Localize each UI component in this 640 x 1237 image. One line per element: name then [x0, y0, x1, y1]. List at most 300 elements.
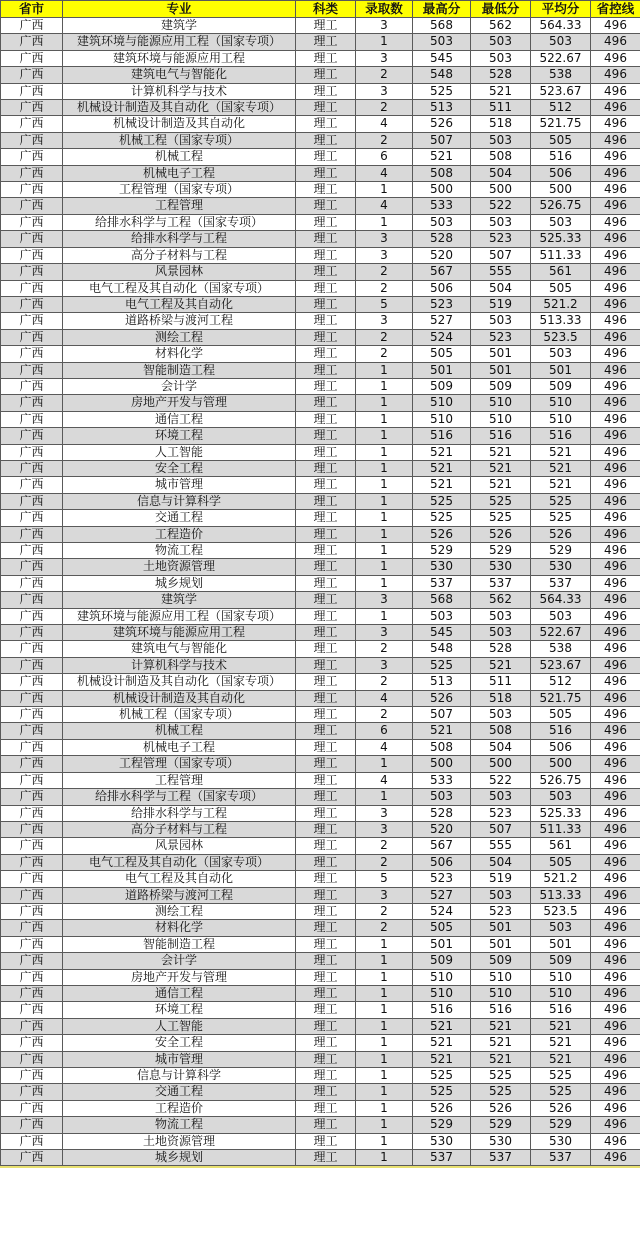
cell-major: 风景园林 [63, 264, 296, 280]
cell-category: 理工 [296, 100, 356, 116]
cell-major: 工程管理（国家专项） [63, 182, 296, 198]
cell-control-line: 496 [591, 854, 640, 870]
cell-control-line: 496 [591, 969, 640, 985]
cell-category: 理工 [296, 198, 356, 214]
cell-province: 广西 [1, 182, 63, 198]
cell-avg-score: 503 [531, 214, 591, 230]
cell-province: 广西 [1, 1051, 63, 1067]
cell-control-line: 496 [591, 428, 640, 444]
cell-control-line: 496 [591, 674, 640, 690]
cell-avg-score: 538 [531, 641, 591, 657]
cell-major: 给排水科学与工程 [63, 805, 296, 821]
cell-avg-score: 506 [531, 739, 591, 755]
cell-min-score: 521 [471, 1035, 531, 1051]
cell-major: 高分子材料与工程 [63, 247, 296, 263]
cell-control-line: 496 [591, 739, 640, 755]
cell-min-score: 509 [471, 953, 531, 969]
cell-major: 工程造价 [63, 526, 296, 542]
cell-max-score: 506 [413, 854, 471, 870]
cell-admitted-count: 6 [356, 149, 413, 165]
cell-admitted-count: 3 [356, 592, 413, 608]
cell-province: 广西 [1, 1068, 63, 1084]
cell-admitted-count: 1 [356, 559, 413, 575]
table-row [1, 50, 640, 66]
cell-max-score: 521 [413, 1051, 471, 1067]
table-row [1, 1035, 640, 1051]
cell-control-line: 496 [591, 772, 640, 788]
cell-province: 广西 [1, 34, 63, 50]
cell-province: 广西 [1, 247, 63, 263]
cell-admitted-count: 1 [356, 34, 413, 50]
cell-category: 理工 [296, 1133, 356, 1149]
cell-major: 城乡规划 [63, 1150, 296, 1166]
cell-province: 广西 [1, 739, 63, 755]
cell-category: 理工 [296, 526, 356, 542]
cell-max-score: 503 [413, 789, 471, 805]
cell-province: 广西 [1, 887, 63, 903]
cell-control-line: 496 [591, 871, 640, 887]
cell-max-score: 509 [413, 953, 471, 969]
cell-admitted-count: 1 [356, 756, 413, 772]
cell-avg-score: 523.5 [531, 903, 591, 919]
cell-min-score: 503 [471, 608, 531, 624]
table-row [1, 821, 640, 837]
cell-category: 理工 [296, 428, 356, 444]
cell-category: 理工 [296, 838, 356, 854]
cell-category: 理工 [296, 707, 356, 723]
cell-control-line: 496 [591, 985, 640, 1001]
table-row [1, 214, 640, 230]
table-row [1, 460, 640, 476]
cell-major: 机械工程 [63, 723, 296, 739]
header-row [1, 1, 640, 18]
cell-province: 广西 [1, 707, 63, 723]
table-row [1, 789, 640, 805]
cell-major: 材料化学 [63, 346, 296, 362]
cell-admitted-count: 5 [356, 296, 413, 312]
cell-category: 理工 [296, 50, 356, 66]
cell-min-score: 521 [471, 83, 531, 99]
table-row [1, 526, 640, 542]
cell-admitted-count: 2 [356, 641, 413, 657]
cell-province: 广西 [1, 575, 63, 591]
cell-category: 理工 [296, 805, 356, 821]
cell-major: 建筑学 [63, 18, 296, 34]
cell-min-score: 516 [471, 428, 531, 444]
cell-control-line: 496 [591, 378, 640, 394]
cell-major: 给排水科学与工程 [63, 231, 296, 247]
table-row [1, 444, 640, 460]
cell-control-line: 496 [591, 789, 640, 805]
cell-major: 工程管理 [63, 772, 296, 788]
cell-min-score: 501 [471, 346, 531, 362]
cell-max-score: 529 [413, 543, 471, 559]
cell-control-line: 496 [591, 50, 640, 66]
cell-major: 电气工程及其自动化（国家专项） [63, 854, 296, 870]
cell-min-score: 503 [471, 132, 531, 148]
cell-category: 理工 [296, 182, 356, 198]
cell-province: 广西 [1, 395, 63, 411]
cell-control-line: 496 [591, 1100, 640, 1116]
cell-admitted-count: 1 [356, 1068, 413, 1084]
cell-avg-score: 523.5 [531, 329, 591, 345]
cell-province: 广西 [1, 67, 63, 83]
cell-province: 广西 [1, 346, 63, 362]
header-max-score: 最高分 [413, 1, 471, 18]
cell-avg-score: 521 [531, 1035, 591, 1051]
cell-max-score: 537 [413, 575, 471, 591]
cell-admitted-count: 3 [356, 625, 413, 641]
cell-avg-score: 525.33 [531, 231, 591, 247]
cell-max-score: 516 [413, 428, 471, 444]
cell-control-line: 496 [591, 231, 640, 247]
cell-admitted-count: 1 [356, 1051, 413, 1067]
table-row [1, 871, 640, 887]
cell-major: 城乡规划 [63, 575, 296, 591]
cell-avg-score: 521 [531, 444, 591, 460]
cell-admitted-count: 1 [356, 543, 413, 559]
table-row [1, 313, 640, 329]
cell-category: 理工 [296, 493, 356, 509]
cell-admitted-count: 1 [356, 608, 413, 624]
cell-admitted-count: 1 [356, 526, 413, 542]
cell-province: 广西 [1, 165, 63, 181]
cell-major: 物流工程 [63, 543, 296, 559]
cell-control-line: 496 [591, 526, 640, 542]
cell-province: 广西 [1, 411, 63, 427]
cell-max-score: 520 [413, 247, 471, 263]
cell-category: 理工 [296, 346, 356, 362]
cell-province: 广西 [1, 985, 63, 1001]
cell-province: 广西 [1, 903, 63, 919]
header-category: 科类 [296, 1, 356, 18]
cell-major: 安全工程 [63, 1035, 296, 1051]
cell-major: 土地资源管理 [63, 559, 296, 575]
cell-min-score: 555 [471, 264, 531, 280]
cell-max-score: 530 [413, 559, 471, 575]
cell-avg-score: 526.75 [531, 772, 591, 788]
cell-province: 广西 [1, 477, 63, 493]
table-row [1, 641, 640, 657]
cell-control-line: 496 [591, 83, 640, 99]
cell-province: 广西 [1, 1150, 63, 1166]
cell-major: 智能制造工程 [63, 362, 296, 378]
cell-max-score: 568 [413, 592, 471, 608]
cell-category: 理工 [296, 34, 356, 50]
cell-min-score: 507 [471, 821, 531, 837]
header-control-line: 省控线 [591, 1, 640, 18]
cell-category: 理工 [296, 444, 356, 460]
cell-avg-score: 505 [531, 280, 591, 296]
cell-control-line: 496 [591, 838, 640, 854]
cell-admitted-count: 3 [356, 657, 413, 673]
cell-control-line: 496 [591, 411, 640, 427]
table-row [1, 493, 640, 509]
cell-max-score: 521 [413, 149, 471, 165]
table-row [1, 329, 640, 345]
cell-major: 给排水科学与工程（国家专项） [63, 789, 296, 805]
cell-max-score: 516 [413, 1002, 471, 1018]
cell-admitted-count: 1 [356, 493, 413, 509]
cell-avg-score: 510 [531, 969, 591, 985]
cell-max-score: 545 [413, 50, 471, 66]
cell-province: 广西 [1, 1002, 63, 1018]
cell-admitted-count: 4 [356, 690, 413, 706]
table-row [1, 805, 640, 821]
cell-avg-score: 521 [531, 477, 591, 493]
cell-major: 城市管理 [63, 1051, 296, 1067]
cell-admitted-count: 2 [356, 264, 413, 280]
cell-admitted-count: 1 [356, 985, 413, 1001]
cell-province: 广西 [1, 444, 63, 460]
cell-province: 广西 [1, 805, 63, 821]
cell-category: 理工 [296, 821, 356, 837]
cell-min-score: 519 [471, 296, 531, 312]
header-admitted-count: 录取数 [356, 1, 413, 18]
cell-min-score: 562 [471, 592, 531, 608]
cell-admitted-count: 2 [356, 100, 413, 116]
cell-avg-score: 521 [531, 1051, 591, 1067]
cell-province: 广西 [1, 657, 63, 673]
cell-major: 建筑电气与智能化 [63, 67, 296, 83]
cell-province: 广西 [1, 18, 63, 34]
cell-major: 土地资源管理 [63, 1133, 296, 1149]
cell-province: 广西 [1, 821, 63, 837]
cell-min-score: 518 [471, 690, 531, 706]
table-row [1, 1002, 640, 1018]
cell-min-score: 507 [471, 247, 531, 263]
cell-category: 理工 [296, 280, 356, 296]
cell-category: 理工 [296, 1051, 356, 1067]
cell-max-score: 503 [413, 214, 471, 230]
cell-avg-score: 564.33 [531, 18, 591, 34]
cell-min-score: 528 [471, 67, 531, 83]
cell-province: 广西 [1, 198, 63, 214]
cell-min-score: 521 [471, 477, 531, 493]
cell-max-score: 525 [413, 1084, 471, 1100]
cell-admitted-count: 1 [356, 575, 413, 591]
cell-province: 广西 [1, 674, 63, 690]
table-row [1, 510, 640, 526]
cell-major: 机械电子工程 [63, 165, 296, 181]
cell-admitted-count: 1 [356, 1084, 413, 1100]
cell-major: 计算机科学与技术 [63, 657, 296, 673]
cell-admitted-count: 1 [356, 477, 413, 493]
cell-control-line: 496 [591, 444, 640, 460]
cell-min-score: 522 [471, 198, 531, 214]
cell-min-score: 523 [471, 903, 531, 919]
table-row [1, 739, 640, 755]
cell-admitted-count: 1 [356, 1117, 413, 1133]
cell-major: 建筑学 [63, 592, 296, 608]
table-row [1, 723, 640, 739]
cell-major: 工程管理 [63, 198, 296, 214]
cell-max-score: 526 [413, 116, 471, 132]
cell-max-score: 525 [413, 510, 471, 526]
cell-province: 广西 [1, 969, 63, 985]
table-row [1, 575, 640, 591]
cell-min-score: 521 [471, 444, 531, 460]
header-major: 专业 [63, 1, 296, 18]
cell-avg-score: 511.33 [531, 821, 591, 837]
cell-max-score: 548 [413, 67, 471, 83]
cell-control-line: 496 [591, 34, 640, 50]
cell-admitted-count: 4 [356, 165, 413, 181]
cell-province: 广西 [1, 920, 63, 936]
cell-max-score: 545 [413, 625, 471, 641]
cell-avg-score: 513.33 [531, 313, 591, 329]
cell-category: 理工 [296, 641, 356, 657]
cell-avg-score: 521.75 [531, 690, 591, 706]
cell-major: 测绘工程 [63, 329, 296, 345]
cell-max-score: 521 [413, 444, 471, 460]
table-row [1, 231, 640, 247]
cell-max-score: 505 [413, 920, 471, 936]
cell-avg-score: 522.67 [531, 50, 591, 66]
cell-province: 广西 [1, 214, 63, 230]
cell-max-score: 513 [413, 100, 471, 116]
cell-control-line: 496 [591, 296, 640, 312]
table-row [1, 838, 640, 854]
cell-major: 信息与计算科学 [63, 1068, 296, 1084]
cell-category: 理工 [296, 625, 356, 641]
cell-category: 理工 [296, 756, 356, 772]
cell-major: 房地产开发与管理 [63, 969, 296, 985]
cell-major: 交通工程 [63, 510, 296, 526]
cell-category: 理工 [296, 149, 356, 165]
cell-admitted-count: 3 [356, 805, 413, 821]
cell-admitted-count: 1 [356, 444, 413, 460]
cell-category: 理工 [296, 1117, 356, 1133]
cell-min-score: 503 [471, 214, 531, 230]
table-row [1, 608, 640, 624]
cell-admitted-count: 2 [356, 838, 413, 854]
cell-admitted-count: 3 [356, 50, 413, 66]
cell-category: 理工 [296, 18, 356, 34]
cell-category: 理工 [296, 953, 356, 969]
cell-province: 广西 [1, 428, 63, 444]
table-row [1, 165, 640, 181]
cell-avg-score: 529 [531, 1117, 591, 1133]
cell-admitted-count: 2 [356, 674, 413, 690]
cell-min-score: 504 [471, 165, 531, 181]
cell-max-score: 507 [413, 707, 471, 723]
cell-category: 理工 [296, 1002, 356, 1018]
cell-max-score: 524 [413, 903, 471, 919]
cell-max-score: 528 [413, 231, 471, 247]
table-row [1, 34, 640, 50]
cell-min-score: 504 [471, 280, 531, 296]
cell-category: 理工 [296, 67, 356, 83]
cell-max-score: 501 [413, 936, 471, 952]
cell-admitted-count: 2 [356, 67, 413, 83]
cell-province: 广西 [1, 280, 63, 296]
cell-max-score: 525 [413, 83, 471, 99]
cell-category: 理工 [296, 592, 356, 608]
cell-category: 理工 [296, 854, 356, 870]
table-row [1, 543, 640, 559]
cell-major: 机械设计制造及其自动化 [63, 690, 296, 706]
cell-control-line: 496 [591, 821, 640, 837]
cell-province: 广西 [1, 149, 63, 165]
cell-max-score: 510 [413, 969, 471, 985]
cell-max-score: 525 [413, 657, 471, 673]
cell-admitted-count: 1 [356, 969, 413, 985]
cell-province: 广西 [1, 493, 63, 509]
cell-control-line: 496 [591, 625, 640, 641]
cell-min-score: 519 [471, 871, 531, 887]
cell-major: 物流工程 [63, 1117, 296, 1133]
cell-category: 理工 [296, 559, 356, 575]
cell-avg-score: 505 [531, 132, 591, 148]
cell-category: 理工 [296, 674, 356, 690]
cell-major: 机械设计制造及其自动化 [63, 116, 296, 132]
table-row [1, 903, 640, 919]
cell-control-line: 496 [591, 1068, 640, 1084]
table-row [1, 657, 640, 673]
cell-province: 广西 [1, 1133, 63, 1149]
cell-avg-score: 500 [531, 756, 591, 772]
cell-avg-score: 561 [531, 264, 591, 280]
cell-major: 给排水科学与工程（国家专项） [63, 214, 296, 230]
cell-province: 广西 [1, 116, 63, 132]
cell-min-score: 503 [471, 50, 531, 66]
cell-max-score: 503 [413, 34, 471, 50]
cell-major: 工程管理（国家专项） [63, 756, 296, 772]
cell-admitted-count: 3 [356, 231, 413, 247]
header-min-score: 最低分 [471, 1, 531, 18]
cell-max-score: 530 [413, 1133, 471, 1149]
cell-province: 广西 [1, 100, 63, 116]
cell-category: 理工 [296, 1100, 356, 1116]
cell-admitted-count: 1 [356, 362, 413, 378]
cell-admitted-count: 1 [356, 378, 413, 394]
cell-category: 理工 [296, 739, 356, 755]
cell-min-score: 525 [471, 493, 531, 509]
cell-max-score: 525 [413, 1068, 471, 1084]
cell-min-score: 521 [471, 657, 531, 673]
cell-min-score: 525 [471, 510, 531, 526]
cell-category: 理工 [296, 83, 356, 99]
cell-major: 建筑环境与能源应用工程（国家专项） [63, 34, 296, 50]
cell-category: 理工 [296, 543, 356, 559]
cell-avg-score: 516 [531, 149, 591, 165]
cell-province: 广西 [1, 132, 63, 148]
cell-min-score: 510 [471, 969, 531, 985]
cell-province: 广西 [1, 559, 63, 575]
cell-control-line: 496 [591, 1133, 640, 1149]
cell-avg-score: 505 [531, 707, 591, 723]
cell-min-score: 528 [471, 641, 531, 657]
cell-admitted-count: 1 [356, 395, 413, 411]
table-row [1, 690, 640, 706]
cell-admitted-count: 1 [356, 1018, 413, 1034]
cell-control-line: 496 [591, 280, 640, 296]
table-row [1, 264, 640, 280]
cell-province: 广西 [1, 510, 63, 526]
table-row [1, 1018, 640, 1034]
cell-major: 材料化学 [63, 920, 296, 936]
cell-control-line: 496 [591, 1150, 640, 1166]
cell-admitted-count: 2 [356, 903, 413, 919]
cell-major: 通信工程 [63, 411, 296, 427]
cell-control-line: 496 [591, 543, 640, 559]
cell-province: 广西 [1, 592, 63, 608]
cell-max-score: 528 [413, 805, 471, 821]
cell-major: 信息与计算科学 [63, 493, 296, 509]
cell-category: 理工 [296, 132, 356, 148]
cell-avg-score: 537 [531, 575, 591, 591]
